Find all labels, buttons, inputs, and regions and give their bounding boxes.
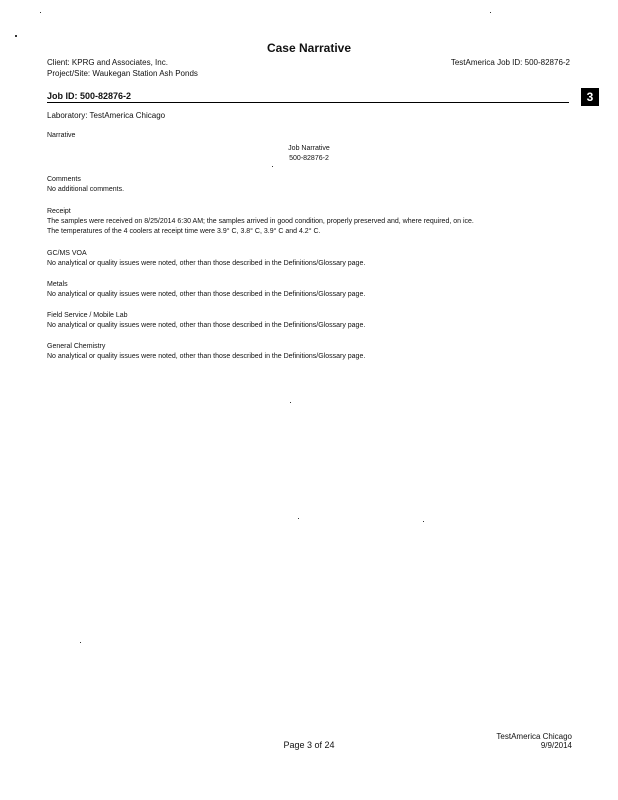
section-heading-comments: Comments <box>47 176 81 183</box>
job-narrative-block <box>0 144 618 164</box>
section-heading-gcms-voa: GC/MS VOA <box>47 250 87 257</box>
scan-speck <box>15 35 17 37</box>
scan-speck <box>423 521 424 522</box>
section-heading-field-service: Field Service / Mobile Lab <box>47 312 128 319</box>
narrative-label: Narrative <box>47 132 76 139</box>
job-narrative-title: Job Narrative <box>288 145 330 152</box>
laboratory-line: Laboratory: TestAmerica Chicago <box>47 111 166 120</box>
page-number: Page 3 of 24 <box>283 740 335 750</box>
scan-speck <box>290 402 291 403</box>
section-text-receipt-2: The temperatures of the 4 coolers at receipt time were 3.9° C, 3.8° C, 3.9° C and 4.2° C. <box>47 228 321 235</box>
job-reference: TestAmerica Job ID: 500-82876-2 <box>450 58 570 67</box>
job-narrative-id: 500-82876-2 <box>289 155 329 162</box>
section-text-comments: No additional comments. <box>47 186 125 193</box>
scan-speck <box>490 12 491 13</box>
section-text-metals: No analytical or quality issues were noted, other than those described in the Definitions/Glossary page. <box>47 291 366 298</box>
page-title: Case Narrative <box>266 41 352 55</box>
scan-speck <box>80 642 81 643</box>
section-text-receipt-1: The samples were received on 8/25/2014 6:30 AM; the samples arrived in good condition, properly preserved and, where required, on ice. <box>47 218 474 225</box>
section-heading-metals: Metals <box>47 281 68 288</box>
section-heading-receipt: Receipt <box>47 208 71 215</box>
footer-date: 9/9/2014 <box>540 741 572 750</box>
job-id-label: Job ID: 500-82876-2 <box>47 91 132 101</box>
client-line: Client: KPRG and Associates, Inc. <box>47 58 168 67</box>
job-id-heading <box>47 91 569 103</box>
section-text-general-chemistry: No analytical or quality issues were noted, other than those described in the Definitions/Glossary page. <box>47 353 366 360</box>
section-text-field-service: No analytical or quality issues were noted, other than those described in the Definitions/Glossary page. <box>47 322 366 329</box>
section-text-gcms-voa: No analytical or quality issues were noted, other than those described in the Definitions/Glossary page. <box>47 260 366 267</box>
section-heading-general-chemistry: General Chemistry <box>47 343 106 350</box>
footer-lab-date <box>496 732 572 750</box>
scan-speck <box>272 166 273 167</box>
section-tab-number: 3 <box>581 88 599 106</box>
project-line: Project/Site: Waukegan Station Ash Ponds <box>47 69 198 78</box>
scan-speck <box>40 12 41 13</box>
scan-speck <box>298 518 299 519</box>
footer-lab-name: TestAmerica Chicago <box>496 732 572 741</box>
